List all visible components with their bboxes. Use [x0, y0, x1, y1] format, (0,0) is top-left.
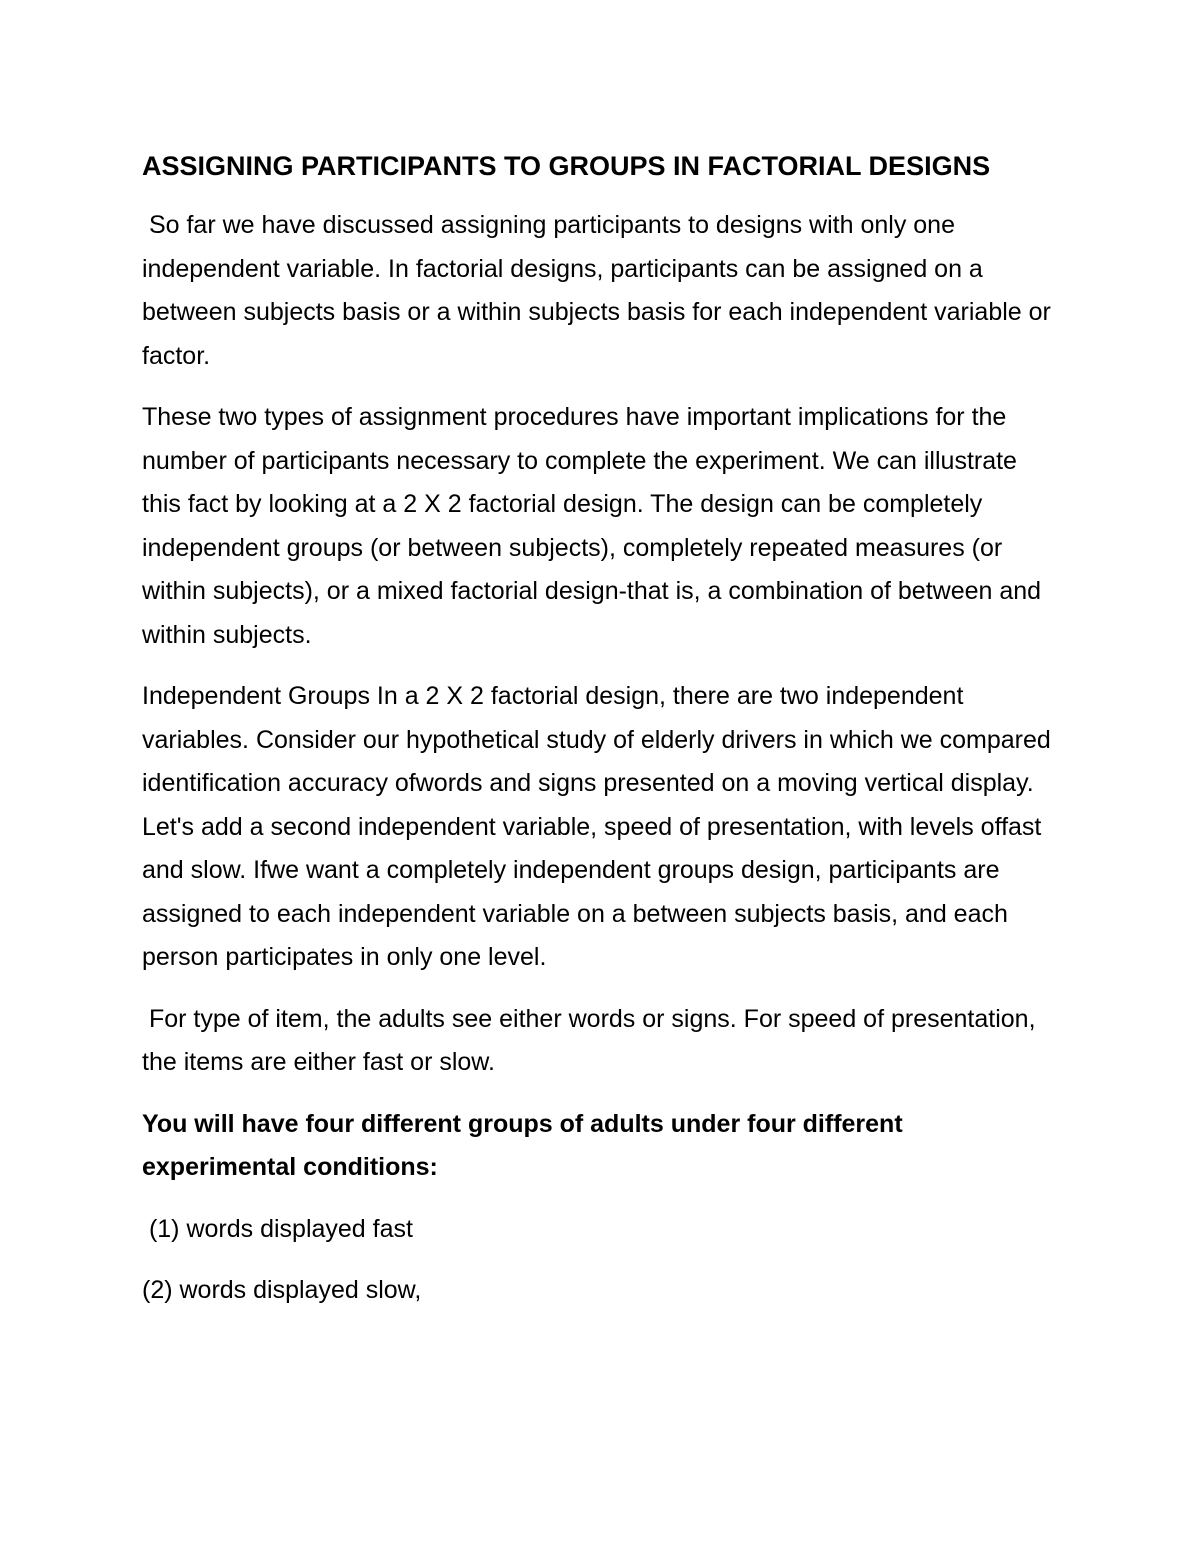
paragraph-intro: So far we have discussed assigning participants to designs with only one independent variable. In factorial designs, participants can be assigned on a between subjects basis or a within subjects basis for each independent variable or factor. — [142, 211, 1058, 370]
condition-item: (2) words displayed slow, — [142, 1276, 422, 1304]
document-page — [142, 140, 1062, 1331]
paragraph-item-types: For type of item, the adults see either words or signs. For speed of presentation, the items are either fast or slow. — [142, 1004, 1043, 1076]
document-title: ASSIGNING PARTICIPANTS TO GROUPS IN FACTORIAL DESIGNS — [142, 151, 991, 181]
condition-item: (1) words displayed fast — [142, 1214, 413, 1243]
paragraph-independent-groups: Independent Groups In a 2 X 2 factorial design, there are two independent variables. Consider our hypothetical study of elderly drivers in which we compared identification accuracy ofwords and signs presented on a moving vertical display. Let's add a second independent variable, speed of presentation, with levels offast and slow. Ifwe want a completely independent groups design, participants are assigned to each independent variable on a between subjects basis, and each person participates in only one level. — [142, 682, 1051, 971]
paragraph-assignment-types: These two types of assignment procedures have important implications for the number of participants necessary to complete the experiment. We can illustrate this fact by looking at a 2 X 2 factorial design. The design can be completely independent groups (or between subjects), completely repeated measures (or within subjects), or a mixed factorial design-that is, a combination of between and within subjects. — [142, 403, 1042, 649]
bold-statement: You will have four different groups of adults under four different experimental conditions: — [142, 1109, 903, 1181]
